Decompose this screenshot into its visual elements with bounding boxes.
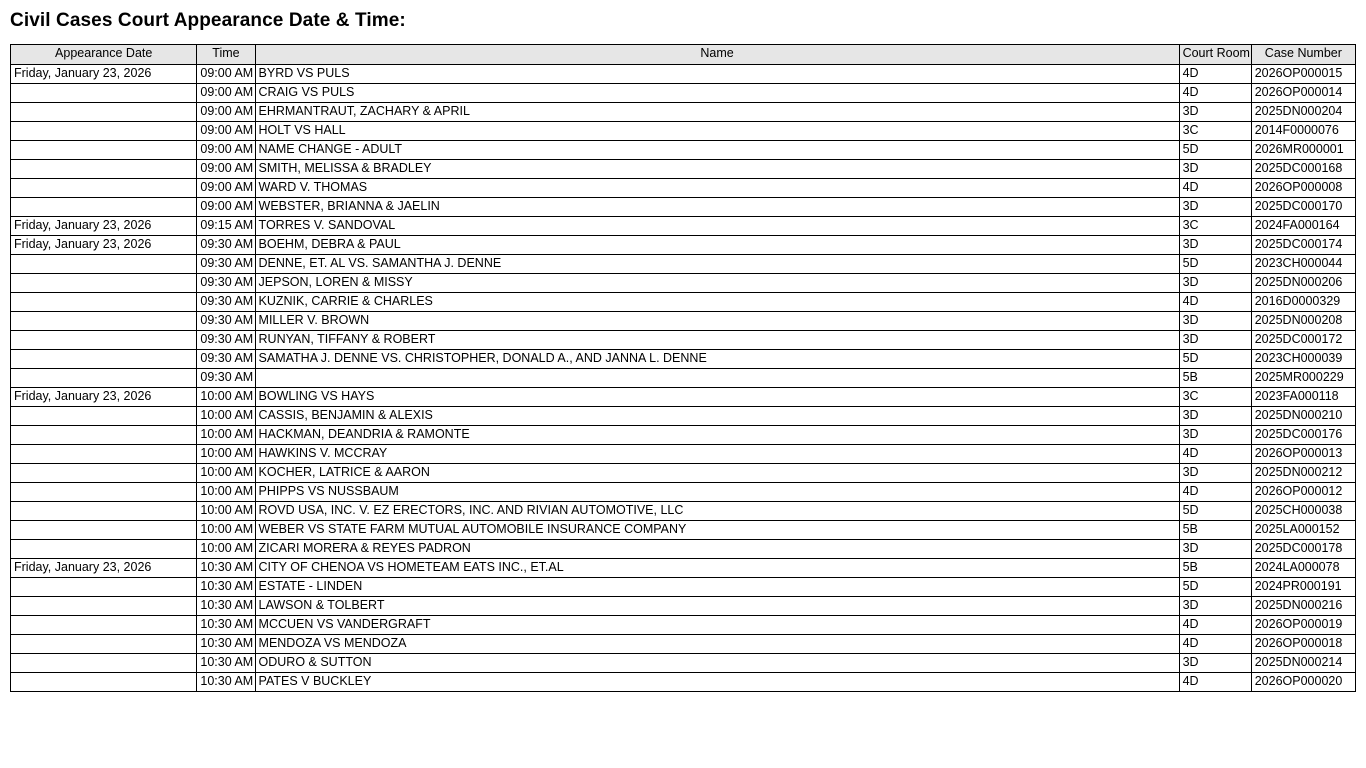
cell-case-number: 2025DN000212 <box>1251 464 1355 483</box>
cell-case-number: 2025DN000210 <box>1251 407 1355 426</box>
table-row <box>11 84 1356 103</box>
table-row <box>11 616 1356 635</box>
cell-name: DENNE, ET. AL VS. SAMANTHA J. DENNE <box>255 255 1179 274</box>
cell-appearance-date <box>11 84 197 103</box>
cell-time: 09:30 AM <box>197 236 255 255</box>
cell-name: ODURO & SUTTON <box>255 654 1179 673</box>
cell-case-number: 2026MR000001 <box>1251 141 1355 160</box>
table-row <box>11 407 1356 426</box>
cell-name: BOWLING VS HAYS <box>255 388 1179 407</box>
cell-case-number: 2025DC000168 <box>1251 160 1355 179</box>
cell-time: 09:30 AM <box>197 312 255 331</box>
cell-court-room: 5D <box>1179 255 1251 274</box>
table-row <box>11 331 1356 350</box>
cell-time: 09:00 AM <box>197 122 255 141</box>
cell-time: 09:00 AM <box>197 65 255 84</box>
cell-time: 09:30 AM <box>197 331 255 350</box>
cell-appearance-date: Friday, January 23, 2026 <box>11 217 197 236</box>
cell-time: 10:00 AM <box>197 483 255 502</box>
cell-time: 09:15 AM <box>197 217 255 236</box>
cell-name: HOLT VS HALL <box>255 122 1179 141</box>
table-row <box>11 179 1356 198</box>
cell-time: 09:30 AM <box>197 293 255 312</box>
cell-appearance-date <box>11 369 197 388</box>
cell-appearance-date: Friday, January 23, 2026 <box>11 236 197 255</box>
cell-time: 10:00 AM <box>197 407 255 426</box>
cell-case-number: 2025DN000214 <box>1251 654 1355 673</box>
cell-case-number: 2025DC000178 <box>1251 540 1355 559</box>
cell-court-room: 5B <box>1179 369 1251 388</box>
cell-name: PATES V BUCKLEY <box>255 673 1179 692</box>
cell-name: CRAIG VS PULS <box>255 84 1179 103</box>
cell-name: ZICARI MORERA & REYES PADRON <box>255 540 1179 559</box>
cell-time: 09:30 AM <box>197 255 255 274</box>
cell-court-room: 5D <box>1179 350 1251 369</box>
cell-time: 10:30 AM <box>197 654 255 673</box>
cell-time: 10:00 AM <box>197 540 255 559</box>
cell-time: 10:30 AM <box>197 597 255 616</box>
cell-court-room: 3D <box>1179 540 1251 559</box>
cell-name: HAWKINS V. MCCRAY <box>255 445 1179 464</box>
cell-time: 10:00 AM <box>197 445 255 464</box>
cell-name: HACKMAN, DEANDRIA & RAMONTE <box>255 426 1179 445</box>
cell-case-number: 2023FA000118 <box>1251 388 1355 407</box>
cell-case-number: 2025DC000172 <box>1251 331 1355 350</box>
table-row <box>11 141 1356 160</box>
cell-time: 09:00 AM <box>197 160 255 179</box>
cell-appearance-date <box>11 331 197 350</box>
cell-appearance-date <box>11 521 197 540</box>
cell-name: LAWSON & TOLBERT <box>255 597 1179 616</box>
cell-appearance-date <box>11 122 197 141</box>
cell-name: KOCHER, LATRICE & AARON <box>255 464 1179 483</box>
cell-name: SMITH, MELISSA & BRADLEY <box>255 160 1179 179</box>
cell-court-room: 3D <box>1179 654 1251 673</box>
cell-court-room: 3D <box>1179 236 1251 255</box>
cell-time: 10:30 AM <box>197 635 255 654</box>
table-row <box>11 521 1356 540</box>
cell-appearance-date <box>11 673 197 692</box>
cell-name: WARD V. THOMAS <box>255 179 1179 198</box>
cell-appearance-date <box>11 407 197 426</box>
cell-court-room: 3D <box>1179 198 1251 217</box>
cell-appearance-date <box>11 255 197 274</box>
cell-name <box>255 369 1179 388</box>
cell-appearance-date <box>11 540 197 559</box>
table-row <box>11 654 1356 673</box>
table-row <box>11 293 1356 312</box>
cell-case-number: 2025CH000038 <box>1251 502 1355 521</box>
table-body <box>11 65 1356 692</box>
table-row <box>11 673 1356 692</box>
cell-name: JEPSON, LOREN & MISSY <box>255 274 1179 293</box>
cell-case-number: 2026OP000008 <box>1251 179 1355 198</box>
cell-case-number: 2024LA000078 <box>1251 559 1355 578</box>
page-title: Civil Cases Court Appearance Date & Time: <box>10 10 406 31</box>
table-row <box>11 198 1356 217</box>
cell-time: 10:30 AM <box>197 578 255 597</box>
column-header-case-number: Case Number <box>1251 45 1355 65</box>
table-row <box>11 483 1356 502</box>
table-row <box>11 65 1356 84</box>
table-row <box>11 236 1356 255</box>
cell-court-room: 4D <box>1179 84 1251 103</box>
cell-name: SAMATHA J. DENNE VS. CHRISTOPHER, DONALD A., AND JANNA L. DENNE <box>255 350 1179 369</box>
cell-time: 10:00 AM <box>197 426 255 445</box>
cell-time: 09:00 AM <box>197 179 255 198</box>
cell-name: TORRES V. SANDOVAL <box>255 217 1179 236</box>
cell-appearance-date: Friday, January 23, 2026 <box>11 559 197 578</box>
cell-time: 09:00 AM <box>197 198 255 217</box>
cell-appearance-date <box>11 502 197 521</box>
cell-appearance-date <box>11 616 197 635</box>
cell-appearance-date <box>11 578 197 597</box>
table-row <box>11 122 1356 141</box>
cell-time: 10:30 AM <box>197 673 255 692</box>
cell-case-number: 2026OP000020 <box>1251 673 1355 692</box>
cell-appearance-date <box>11 198 197 217</box>
cell-court-room: 4D <box>1179 673 1251 692</box>
cell-time: 09:30 AM <box>197 274 255 293</box>
cell-court-room: 3D <box>1179 274 1251 293</box>
cell-court-room: 4D <box>1179 65 1251 84</box>
cell-case-number: 2023CH000044 <box>1251 255 1355 274</box>
cell-court-room: 5D <box>1179 578 1251 597</box>
cell-name: EHRMANTRAUT, ZACHARY & APRIL <box>255 103 1179 122</box>
cell-name: NAME CHANGE - ADULT <box>255 141 1179 160</box>
cell-court-room: 3D <box>1179 597 1251 616</box>
cell-name: MENDOZA VS MENDOZA <box>255 635 1179 654</box>
cell-name: KUZNIK, CARRIE & CHARLES <box>255 293 1179 312</box>
cell-name: ROVD USA, INC. V. EZ ERECTORS, INC. AND RIVIAN AUTOMOTIVE, LLC <box>255 502 1179 521</box>
cell-appearance-date: Friday, January 23, 2026 <box>11 65 197 84</box>
cell-court-room: 3D <box>1179 103 1251 122</box>
cell-name: ESTATE - LINDEN <box>255 578 1179 597</box>
cell-court-room: 3C <box>1179 217 1251 236</box>
cell-appearance-date <box>11 103 197 122</box>
table-row <box>11 578 1356 597</box>
cell-court-room: 3D <box>1179 312 1251 331</box>
cell-court-room: 3C <box>1179 122 1251 141</box>
cell-name: CASSIS, BENJAMIN & ALEXIS <box>255 407 1179 426</box>
cell-appearance-date <box>11 293 197 312</box>
cell-name: BYRD VS PULS <box>255 65 1179 84</box>
table-row <box>11 350 1356 369</box>
cell-case-number: 2025DN000204 <box>1251 103 1355 122</box>
table-row <box>11 103 1356 122</box>
cell-case-number: 2014F0000076 <box>1251 122 1355 141</box>
cell-name: MCCUEN VS VANDERGRAFT <box>255 616 1179 635</box>
cell-case-number: 2026OP000014 <box>1251 84 1355 103</box>
table-row <box>11 217 1356 236</box>
column-header-time: Time <box>197 45 255 65</box>
table-row <box>11 312 1356 331</box>
cell-name: PHIPPS VS NUSSBAUM <box>255 483 1179 502</box>
table-row <box>11 388 1356 407</box>
cell-time: 09:00 AM <box>197 141 255 160</box>
table-row <box>11 502 1356 521</box>
cell-court-room: 3D <box>1179 464 1251 483</box>
cell-time: 10:30 AM <box>197 616 255 635</box>
cell-appearance-date <box>11 312 197 331</box>
cell-appearance-date <box>11 597 197 616</box>
cell-name: WEBSTER, BRIANNA & JAELIN <box>255 198 1179 217</box>
cell-court-room: 4D <box>1179 483 1251 502</box>
cell-appearance-date <box>11 635 197 654</box>
cell-case-number: 2026OP000013 <box>1251 445 1355 464</box>
cell-appearance-date <box>11 141 197 160</box>
cell-court-room: 3C <box>1179 388 1251 407</box>
table-row <box>11 597 1356 616</box>
table-row <box>11 160 1356 179</box>
cell-appearance-date <box>11 179 197 198</box>
cell-time: 10:00 AM <box>197 388 255 407</box>
cell-time: 10:00 AM <box>197 502 255 521</box>
table-header-row <box>11 45 1356 65</box>
cell-case-number: 2026OP000012 <box>1251 483 1355 502</box>
cell-time: 09:30 AM <box>197 369 255 388</box>
cell-appearance-date <box>11 464 197 483</box>
cell-name: BOEHM, DEBRA & PAUL <box>255 236 1179 255</box>
table-row <box>11 464 1356 483</box>
cell-court-room: 4D <box>1179 616 1251 635</box>
cell-appearance-date <box>11 654 197 673</box>
cell-appearance-date <box>11 426 197 445</box>
cell-court-room: 5B <box>1179 521 1251 540</box>
cell-court-room: 4D <box>1179 179 1251 198</box>
cell-time: 09:00 AM <box>197 103 255 122</box>
civil-cases-table <box>10 44 1356 692</box>
cell-court-room: 5B <box>1179 559 1251 578</box>
cell-name: CITY OF CHENOA VS HOMETEAM EATS INC., ET.AL <box>255 559 1179 578</box>
cell-case-number: 2025DC000170 <box>1251 198 1355 217</box>
cell-court-room: 3D <box>1179 160 1251 179</box>
table-row <box>11 274 1356 293</box>
cell-court-room: 5D <box>1179 141 1251 160</box>
table-row <box>11 426 1356 445</box>
cell-appearance-date <box>11 483 197 502</box>
cell-case-number: 2025LA000152 <box>1251 521 1355 540</box>
table-row <box>11 369 1356 388</box>
docket-page <box>0 10 1366 768</box>
cell-case-number: 2025MR000229 <box>1251 369 1355 388</box>
cell-name: WEBER VS STATE FARM MUTUAL AUTOMOBILE INSURANCE COMPANY <box>255 521 1179 540</box>
cell-case-number: 2025DN000216 <box>1251 597 1355 616</box>
cell-case-number: 2026OP000015 <box>1251 65 1355 84</box>
table-row <box>11 445 1356 464</box>
cell-case-number: 2024PR000191 <box>1251 578 1355 597</box>
cell-court-room: 4D <box>1179 445 1251 464</box>
cell-case-number: 2025DN000206 <box>1251 274 1355 293</box>
cell-court-room: 3D <box>1179 407 1251 426</box>
cell-court-room: 3D <box>1179 331 1251 350</box>
table-row <box>11 559 1356 578</box>
cell-court-room: 5D <box>1179 502 1251 521</box>
cell-time: 10:30 AM <box>197 559 255 578</box>
cell-case-number: 2026OP000018 <box>1251 635 1355 654</box>
table-row <box>11 635 1356 654</box>
cell-court-room: 4D <box>1179 293 1251 312</box>
cell-court-room: 3D <box>1179 426 1251 445</box>
cell-time: 09:00 AM <box>197 84 255 103</box>
table-row <box>11 255 1356 274</box>
cell-court-room: 4D <box>1179 635 1251 654</box>
cell-time: 10:00 AM <box>197 464 255 483</box>
cell-name: RUNYAN, TIFFANY & ROBERT <box>255 331 1179 350</box>
cell-case-number: 2025DC000176 <box>1251 426 1355 445</box>
table-header <box>11 45 1356 65</box>
column-header-appearance-date: Appearance Date <box>11 45 197 65</box>
cell-case-number: 2023CH000039 <box>1251 350 1355 369</box>
cell-appearance-date <box>11 160 197 179</box>
cell-case-number: 2016D0000329 <box>1251 293 1355 312</box>
cell-appearance-date <box>11 445 197 464</box>
cell-appearance-date: Friday, January 23, 2026 <box>11 388 197 407</box>
column-header-name: Name <box>255 45 1179 65</box>
cell-appearance-date <box>11 274 197 293</box>
cell-case-number: 2025DC000174 <box>1251 236 1355 255</box>
table-row <box>11 540 1356 559</box>
cell-time: 09:30 AM <box>197 350 255 369</box>
column-header-court-room: Court Room <box>1179 45 1251 65</box>
cell-name: MILLER V. BROWN <box>255 312 1179 331</box>
cell-appearance-date <box>11 350 197 369</box>
cell-case-number: 2025DN000208 <box>1251 312 1355 331</box>
cell-time: 10:00 AM <box>197 521 255 540</box>
cell-case-number: 2024FA000164 <box>1251 217 1355 236</box>
cell-case-number: 2026OP000019 <box>1251 616 1355 635</box>
